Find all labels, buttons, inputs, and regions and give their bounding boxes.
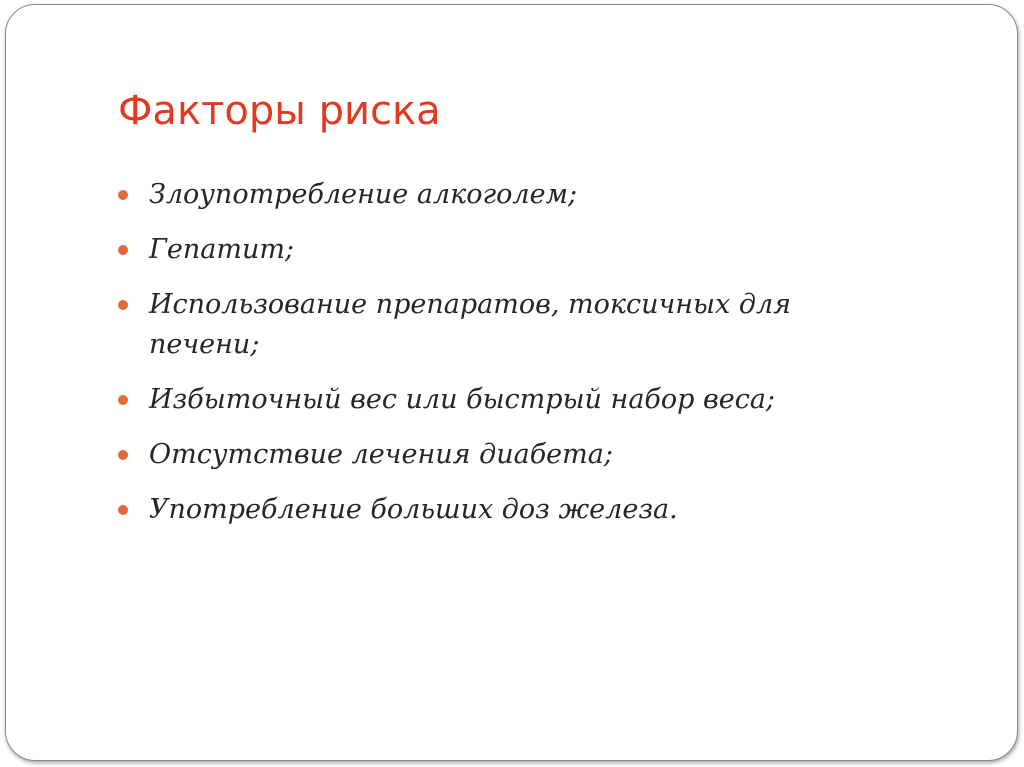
list-item bbox=[118, 380, 908, 420]
bullet-dot-icon bbox=[118, 190, 128, 200]
list-item-text: Употребление больших доз железа. bbox=[149, 494, 678, 525]
bullet-dot-icon bbox=[118, 300, 128, 310]
list-item bbox=[118, 490, 908, 530]
list-item-text: Злоупотребление алкоголем; bbox=[149, 179, 578, 210]
bullet-list bbox=[118, 175, 908, 545]
list-item-text: Отсутствие лечения диабета; bbox=[149, 439, 613, 470]
bullet-dot-icon bbox=[118, 395, 128, 405]
list-item-text: Использование препаратов, токсичных для печени; bbox=[149, 289, 792, 360]
bullet-dot-icon bbox=[118, 450, 128, 460]
slide-title: Факторы риска bbox=[118, 88, 441, 134]
bullet-dot-icon bbox=[118, 245, 128, 255]
list-item bbox=[118, 230, 908, 270]
list-item-text: Гепатит; bbox=[149, 234, 295, 265]
list-item bbox=[118, 285, 908, 365]
slide-frame bbox=[5, 4, 1018, 761]
bullet-dot-icon bbox=[118, 505, 128, 515]
list-item bbox=[118, 435, 908, 475]
list-item bbox=[118, 175, 908, 215]
list-item-text: Избыточный вес или быстрый набор веса; bbox=[149, 384, 776, 415]
